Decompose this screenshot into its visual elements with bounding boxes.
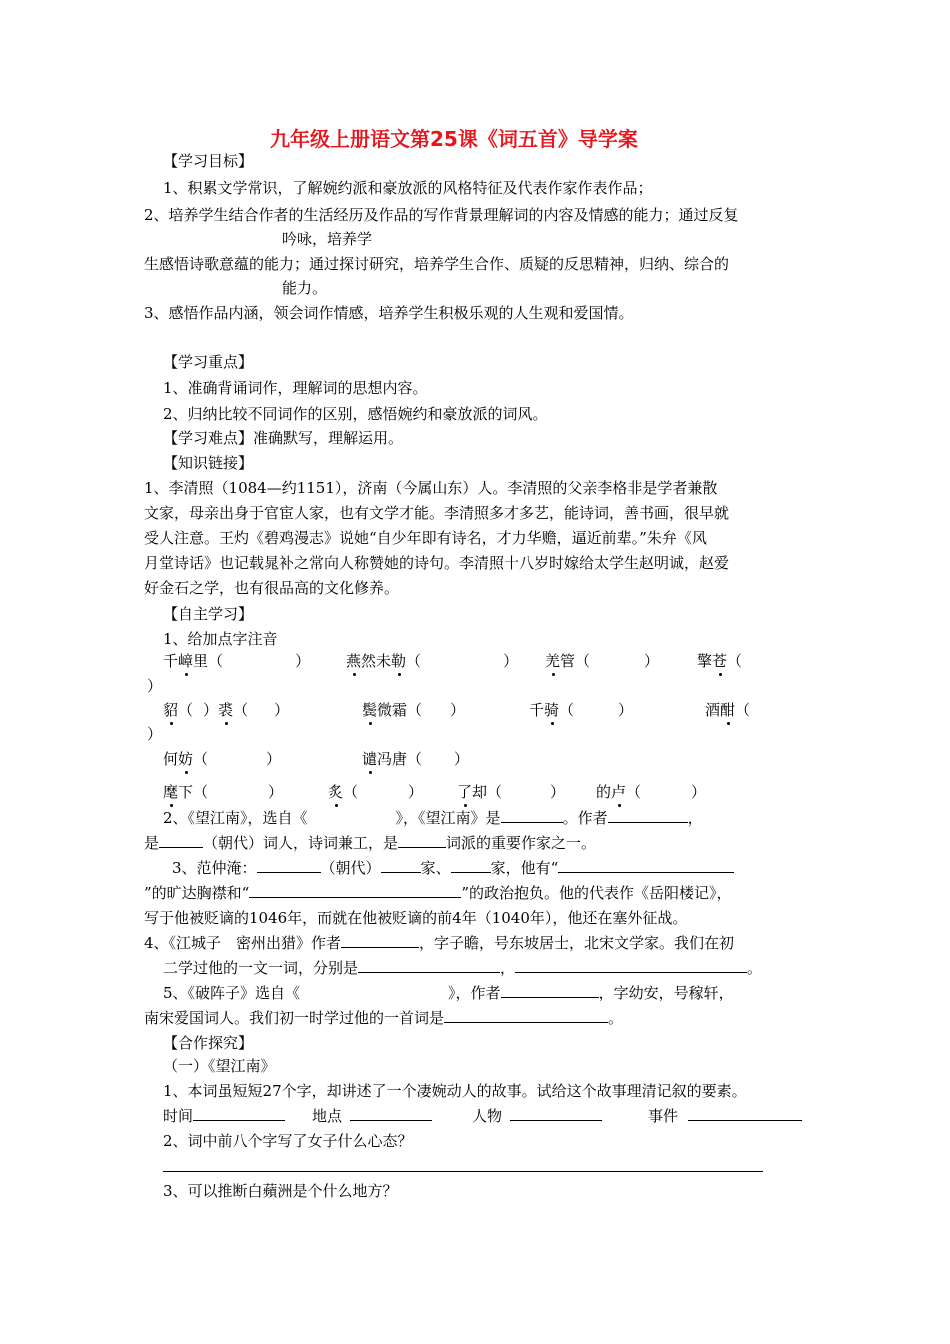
- coop-header: 【合作探究】: [163, 1034, 254, 1052]
- element-place: 地点: [312, 1106, 432, 1126]
- question-5-cont: 南宋爱国词人。我们初一时学过他的一首词是 。: [144, 1009, 624, 1027]
- difficulty-header: 【学习难点】: [163, 429, 254, 447]
- objective-3: 3、感悟作品内涵，领会词作情感，培养学生积极乐观的人生观和爱国情。: [144, 304, 634, 322]
- question-2-cont: 是 （朝代）词人，诗词兼工，是 词派的重要作家之一。: [144, 834, 597, 852]
- answer-blank[interactable]: [444, 1008, 608, 1023]
- answer-blank[interactable]: [558, 858, 734, 873]
- pinyin-item-binweishuang: 鬓微霜（ ）: [362, 701, 466, 719]
- keypoints-header: 【学习重点】: [163, 353, 254, 371]
- objective-1: 1、积累文学常识，了解婉约派和豪放派的风格特征及代表作家作表作品；: [163, 179, 653, 197]
- answer-blank[interactable]: [398, 833, 446, 848]
- objectives-header: 【学习目标】: [163, 152, 254, 170]
- selfstudy-header: 【自主学习】: [163, 605, 254, 623]
- question-3: 3、范仲淹： （朝代） 家、 家，他有“: [172, 858, 734, 878]
- pinyin-question: 1、给加点字注音: [163, 630, 278, 648]
- pinyin-close-paren: ）: [147, 677, 163, 695]
- element-person: 人物: [472, 1106, 602, 1126]
- knowledge-header: 【知识链接】: [163, 454, 254, 472]
- coop-subheader: （一）《望江南》: [163, 1057, 276, 1075]
- answer-blank[interactable]: [249, 883, 461, 898]
- knowledge-line: 好金石之学，也有很品高的文化修养。: [144, 579, 400, 597]
- pinyin-item-huixia: 麾下（ ）: [163, 783, 284, 801]
- difficulty-line: [163, 428, 403, 448]
- pinyin-item-jiuhan: 酒酣（: [705, 701, 751, 719]
- pinyin-item-qiangguan: 羌管（ ）: [545, 652, 660, 670]
- answer-blank[interactable]: [451, 858, 491, 873]
- pinyin-item-liaoque: 了却（ ）: [457, 783, 566, 801]
- answer-blank[interactable]: [501, 983, 599, 998]
- answer-blank[interactable]: [358, 958, 500, 973]
- pinyin-item-delu: 的卢（ ）: [596, 783, 707, 801]
- keypoint-2: 2、归纳比较不同词作的区别，感悟婉约和豪放派的词风。: [163, 405, 548, 423]
- page-title: 九年级上册语文第25课《词五首》导学案: [270, 127, 638, 151]
- answer-blank[interactable]: [501, 808, 563, 823]
- pinyin-item-yanran: 燕然未勒（ ）: [346, 652, 519, 670]
- pinyin-item-qianji: 千骑（ ）: [529, 701, 634, 719]
- knowledge-line: 文家，母亲出身于官宦人家，也有文学才能。李清照多才多艺，能诗词，善书画，很早就: [144, 504, 730, 522]
- answer-blank[interactable]: [515, 958, 747, 973]
- place-blank[interactable]: [350, 1106, 432, 1121]
- answer-blank[interactable]: [608, 808, 688, 823]
- pinyin-close-paren: ）: [147, 725, 163, 743]
- difficulty-text: 准确默写，理解运用。: [253, 429, 404, 447]
- pinyin-item-zhi: 炙（ ）: [328, 783, 424, 801]
- event-blank[interactable]: [688, 1106, 802, 1121]
- pinyin-item-qianfengtang: 谴冯唐（ ）: [362, 750, 470, 768]
- question-3-cont: ”的旷达胸襟和“ ”的政治抱负。他的代表作《岳阳楼记》，: [144, 884, 732, 902]
- knowledge-line: 1、李清照（1084—约1151），济南（今属山东）人。李清照的父亲李格非是学者兼散: [144, 479, 718, 497]
- answer-line[interactable]: [163, 1171, 763, 1172]
- objective-2-line3: 生感悟诗歌意蕴的能力；通过探讨研究，培养学生合作、质疑的反思精神，归纳、综合的: [144, 255, 730, 273]
- answer-blank[interactable]: [159, 833, 203, 848]
- answer-blank[interactable]: [381, 858, 421, 873]
- coop-question-3: 3、可以推断白蘋洲是个什么地方？: [163, 1182, 398, 1200]
- objective-2-cont: 吟咏，培养学: [282, 230, 373, 248]
- knowledge-line: 月堂诗话》也记载晁补之常向人称赞她的诗句。李清照十八岁时嫁给太学生赵明诚，赵爱: [144, 554, 730, 572]
- question-3-line3: 写于他被贬谪的1046年，而就在他被贬谪的前4年（1040年），他还在塞外征战。: [144, 909, 688, 927]
- question-2: 2、《望江南》，选自《 》，《望江南》是 。作者 ，: [163, 809, 703, 827]
- pinyin-item-diaoqiu: 貂（ ）裘（ ）: [163, 701, 290, 719]
- time-blank[interactable]: [193, 1106, 285, 1121]
- person-blank[interactable]: [510, 1106, 602, 1121]
- keypoint-1: 1、准确背诵词作，理解词的思想内容。: [163, 379, 428, 397]
- objective-2-line4: 能力。: [282, 279, 328, 297]
- knowledge-line: 受人注意。王灼《碧鸡漫志》说她“自少年即有诗名，才力华赡，逼近前辈。”朱弁《风: [144, 529, 707, 547]
- question-4-cont: 二学过他的一文一词，分别是 ， 。: [163, 959, 763, 977]
- element-time: 时间: [163, 1106, 285, 1126]
- pinyin-item-qingcang: 擎苍（: [697, 652, 743, 670]
- answer-blank[interactable]: [341, 933, 419, 948]
- pinyin-item-hefang: 何妨（ ）: [163, 750, 282, 768]
- coop-question-2: 2、词中前八个字写了女子什么心态？: [163, 1132, 413, 1150]
- element-event: 事件: [648, 1106, 802, 1126]
- coop-question-1: 1、本词虽短短27个字，却讲述了一个凄婉动人的故事。试给这个故事理清记叙的要素。: [163, 1082, 747, 1100]
- question-5: 5、《破阵子》选自《 》，作者 ，字幼安，号稼轩，: [163, 984, 734, 1002]
- answer-blank[interactable]: [257, 858, 321, 873]
- pinyin-item-qianzhangli: 千嶂里（ ）: [163, 652, 311, 670]
- objective-2: 2、培养学生结合作者的生活经历及作品的写作背景理解词的内容及情感的能力；通过反复: [144, 206, 739, 224]
- question-4: 4、《江城子 密州出猎》作者 ，字子瞻，号东坡居士，北宋文学家。我们在初: [144, 934, 735, 952]
